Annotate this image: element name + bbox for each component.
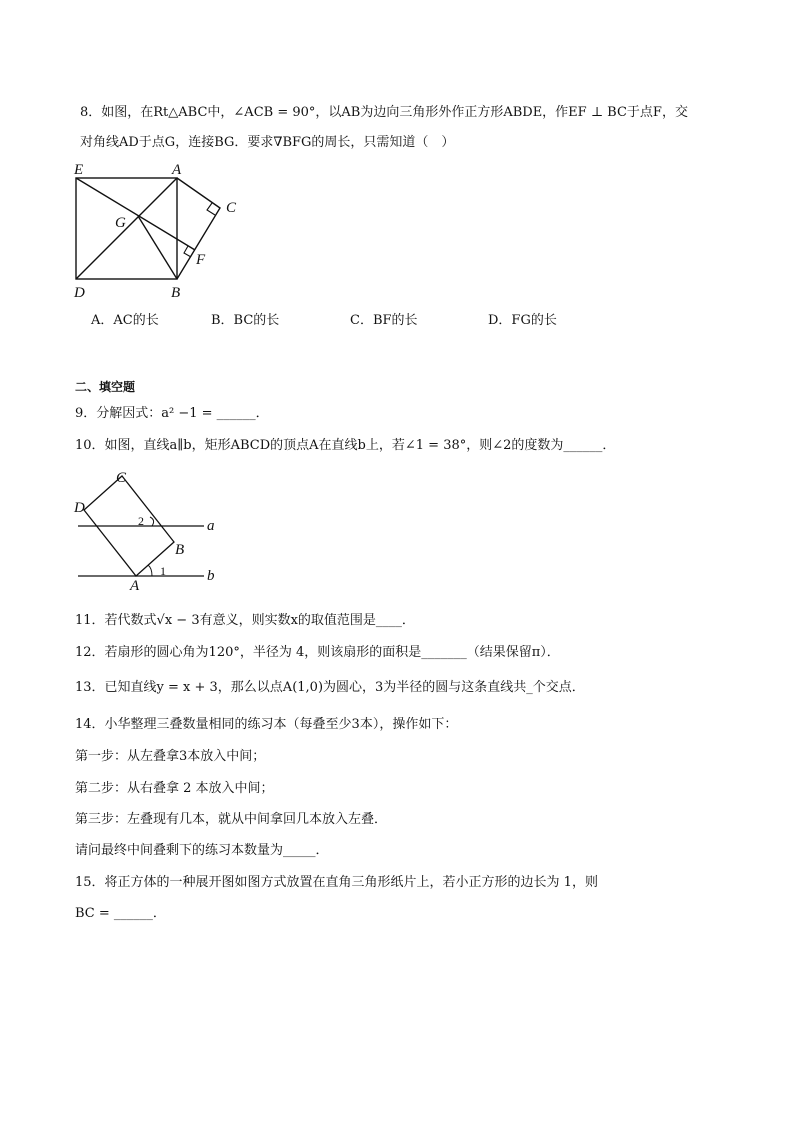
q14-step-2: 第二步：从右叠拿 2 本放入中间； (75, 781, 274, 796)
q10-label-angle-2: 2 (138, 514, 144, 528)
q13-text: 13．已知直线y = x + 3，那么以点A(1,0)为圆心，3为半径的圆与这条直线共_个交点． (75, 680, 585, 695)
q11-text: 11．若代数式√x − 3有意义，则实数x的取值范围是____． (75, 613, 415, 628)
q15-line-2: BC = ______． (75, 906, 166, 921)
q8-option-a: A．AC的长 (91, 313, 159, 328)
q10-label-b: b (207, 568, 215, 584)
q8-option-c: C．BF的长 (350, 313, 418, 328)
q10-label-B: B (175, 542, 185, 558)
q12-text: 12．若扇形的圆心角为120°，半径为 4，则该扇形的面积是_______（结果保留π）． (75, 645, 560, 660)
q8-option-d: D．FG的长 (488, 313, 557, 328)
q8-label-D: D (74, 285, 85, 301)
q8-option-b: B．BC的长 (211, 313, 280, 328)
q14-step-3: 第三步：左叠现有几本，就从中间拿回几本放入左叠． (75, 812, 388, 827)
q14-intro: 14．小华整理三叠数量相同的练习本（每叠至少3本），操作如下： (75, 717, 458, 732)
q10-label-angle-1: 1 (160, 564, 166, 578)
q8-label-B: B (171, 285, 181, 301)
q8-line-1: 8．如图，在Rt△ABC中，∠ACB = 90°，以AB为边向三角形外作正方形ABDE，作EF ⊥ BC于点F，交 (80, 105, 688, 120)
q9-text: 9．分解因式：a² −1 = ______． (75, 406, 269, 421)
q10-text: 10．如图，直线a∥b，矩形ABCD的顶点A在直线b上，若∠1 = 38°，则∠2的度数为______． (75, 438, 616, 453)
q15-line-1: 15．将正方体的一种展开图如图方式放置在直角三角形纸片上，若小正方形的边长为 1，则 (75, 875, 598, 890)
q8-label-F: F (196, 252, 206, 268)
q8-label-A: A (172, 162, 182, 178)
q10-label-a: a (207, 518, 215, 534)
q10-label-D: D (74, 500, 85, 516)
q8-label-G: G (115, 215, 126, 231)
q10-figure (64, 464, 234, 594)
q14-step-1: 第一步：从左叠拿3本放入中间； (75, 749, 266, 764)
q8-line-2: 对角线AD于点G，连接BG．要求∇BFG的周长，只需知道（ ） (80, 135, 455, 150)
q10-label-A: A (130, 578, 140, 594)
q14-question: 请问最终中间叠剩下的练习本数量为_____． (75, 843, 329, 858)
q8-label-E: E (74, 162, 84, 178)
section-heading-fill-blank: 二、填空题 (75, 380, 136, 394)
q8-label-C: C (226, 200, 237, 216)
q8-figure (60, 160, 260, 305)
q10-label-C: C (116, 470, 127, 486)
